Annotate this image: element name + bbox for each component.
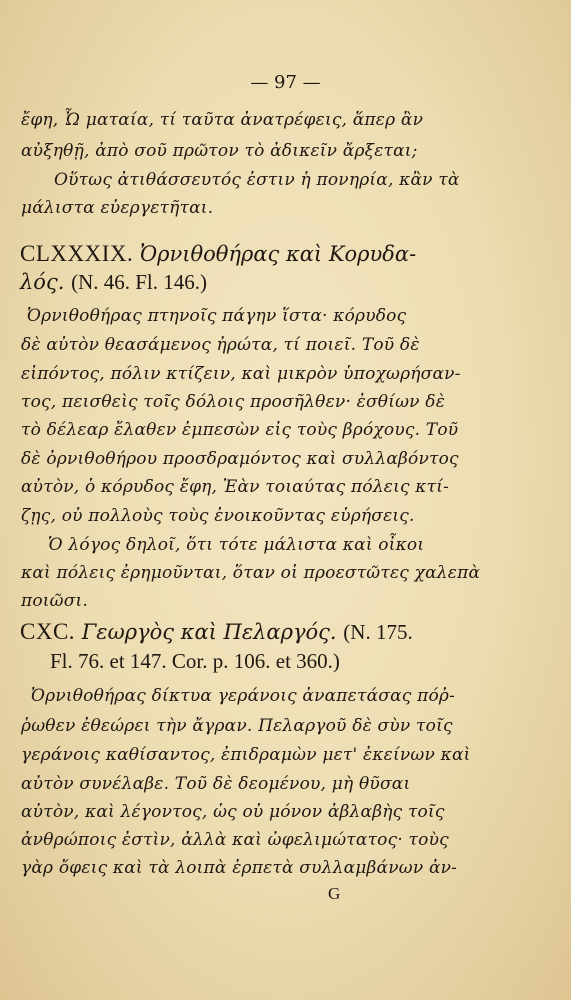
text-line: ἔφη, Ὦ ματαία, τί ταῦτα ἀνατρέφεις, ἅπερ ἂν [21, 110, 424, 130]
text-line: αὐξηθῇ, ἀπὸ σοῦ πρῶτον τὸ ἀδικεῖν ἄρξεται; [21, 141, 418, 161]
text-line: ῥωθεν ἐθεώρει τὴν ἄγραν. Πελαργοῦ δὲ σὺν τοῖς [21, 716, 453, 736]
text-line: τος, πεισθεὶς τοῖς δόλοις προσῆλθεν· ἐσθίων δὲ [21, 392, 446, 412]
page-number: — 97 — [250, 72, 321, 93]
text-line: ποιῶσι. [21, 591, 89, 611]
fable-title: Γεωργὸς καὶ Πελαργός. [81, 620, 337, 644]
text-line: γὰρ ὄφεις καὶ τὰ λοιπὰ ἑρπετὰ συλλαμβάνων ἀν- [21, 858, 458, 878]
text-line: τὸ δέλεαρ ἔλαθεν ἐμπεσὼν εἰς τοὺς βρόχους. Τοῦ [21, 420, 459, 440]
text-line: Ὁ λόγος δηλοῖ, ὅτι τότε μάλιστα καὶ οἶκοι [48, 535, 425, 555]
text-line: ζῃς, οὐ πολλοὺς τοὺς ἐνοικοῦντας εὑρήσεις. [21, 506, 415, 526]
text-line: δὲ αὐτὸν θεασάμενος ἠρώτα, τί ποιεῖ. Τοῦ δὲ [21, 335, 420, 355]
fable-number: CXC. [20, 619, 76, 644]
fable-title-continued: λός. [20, 270, 65, 294]
text-line: εἰπόντος, πόλιν κτίζειν, καὶ μικρὸν ὑποχωρήσαν- [21, 364, 461, 384]
text-line: Ὀρνιθοθήρας πτηνοῖς πάγην ἵστα· κόρυδος [27, 306, 407, 326]
text-line: Οὕτως ἀτιθάσσευτός ἐστιν ἡ πονηρία, κἂν τὰ [54, 170, 460, 190]
fable-reference-continued-text: Fl. 76. et 147. Cor. p. 106. et 360.) [50, 649, 340, 673]
text-line: αὐτὸν, ὁ κόρυδος ἔφη, Ἐὰν τοιαύτας πόλεις κτί- [21, 477, 450, 497]
fable-reference-continued [50, 651, 340, 672]
text-line: μάλιστα εὐεργετῆται. [21, 198, 214, 218]
text-line: δὲ ὀρνιθοθήρου προσδραμόντος καὶ συλλαβόντος [21, 449, 459, 469]
text-line: αὐτὸν συνέλαβε. Τοῦ δὲ δεομένου, μὴ θῦσαι [21, 774, 411, 794]
text-line: αὐτὸν, καὶ λέγοντος, ὡς οὐ μόνον ἀβλαβὴς τοῖς [21, 802, 445, 822]
text-line: ἀνθρώποις ἐστὶν, ἀλλὰ καὶ ὠφελιμώτατος· τοὺς [21, 830, 449, 850]
fable-heading-continued [20, 272, 207, 293]
fable-number: CLXXXIX. [20, 241, 134, 266]
text-line: γεράνοις καθίσαντος, ἐπιδραμὼν μετ' ἐκείνων καὶ [21, 745, 471, 765]
text-line: καὶ πόλεις ἐρημοῦνται, ὅταν οἱ προεστῶτες χαλεπὰ [21, 563, 481, 583]
fable-reference: (N. 175. [343, 620, 413, 644]
fable-reference: (N. 46. Fl. 146.) [71, 270, 207, 294]
fable-title: Ὀρνιθοθήρας καὶ Κορυδα- [139, 242, 417, 266]
signature-mark: G [328, 884, 341, 903]
fable-heading [20, 242, 416, 265]
fable-heading [20, 620, 413, 643]
text-line: Ὀρνιθοθήρας δίκτυα γεράνοις ἀναπετάσας πόῤ- [31, 686, 456, 706]
